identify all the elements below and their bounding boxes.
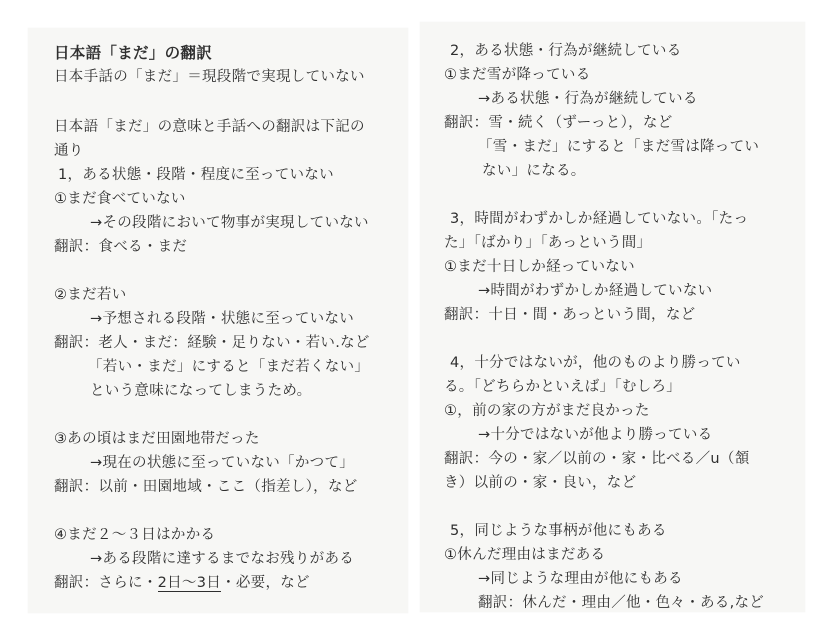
subtitle: 日本手話の「まだ」＝現段階で実現していない [54,69,365,85]
example-2-translation: 翻訳：老人・まだ：経験・足りない・若い.など [54,335,370,351]
section-5-translation: 翻訳：休んだ・理由／他・色々・ある,など [478,595,765,611]
intro-line-2: 通り [54,143,84,159]
section-4-translation-1: 翻訳：今の・家／以前の・家・比べる／u（頷 [444,451,750,467]
intro-line-1: 日本語「まだ」の意味と手話への翻訳は下記の [54,119,365,135]
example-4-meaning: →ある段階に達するまでなお残りがある [90,551,355,567]
right-page [420,22,805,612]
example-4-translation-suffix: ・必要，など [221,575,310,591]
example-3: ③あの頃はまだ田園地帯だった [54,431,260,447]
example-2-note-1: 「若い・まだ」にすると「まだ若くない」 [88,359,370,375]
section-1-meaning: →その段階において物事が実現していない [90,215,369,231]
section-4-example: ①，前の家の方がまだ良かった [444,403,650,419]
example-4-translation-underlined: 2日～3日 [157,575,222,591]
section-4-heading-1: 4，十分ではないが，他のものより勝ってい [450,355,741,371]
section-2-note-2: ない」になる。 [482,163,586,179]
section-2-note-1: 「雪・まだ」にすると「まだ雪は降ってい [478,139,760,155]
section-5-meaning: →同じような理由が他にもある [478,571,683,587]
example-2-meaning: →予想される段階・状態に至っていない [90,311,355,327]
section-5-heading: 5，同じような事柄が他にもある [450,523,667,539]
section-2-example: ①まだ雪が降っている [444,67,591,83]
example-4-translation-prefix: 翻訳：さらに・ [54,575,158,591]
example-4: ④まだ２～３日はかかる [54,527,216,543]
section-3-example: ①まだ十日しか経っていない [444,259,635,275]
doc-title: 日本語「まだ」の翻訳 [54,44,213,62]
example-2-note-2: という意味になってしまうため。 [90,383,312,399]
example-2: ②まだ若い [54,287,127,303]
example-3-meaning: →現在の状態に至っていない「かつて」 [90,455,355,471]
section-3-translation: 翻訳：十日・間・あっという間，など [444,307,696,323]
section-4-translation-2: き）以前の・家・良い，など [444,475,637,491]
section-2-translation: 翻訳：雪・続く（ずーっと），など [444,115,673,131]
section-1-translation: 翻訳：食べる・まだ [54,239,188,255]
section-1-heading: 1，ある状態・段階・程度に至っていない [58,167,334,183]
section-1-example: ①まだ食べていない [54,191,186,207]
section-5-example: ①休んだ理由はまだある [444,547,606,563]
section-4-heading-2: る。「どちらかといえば」「むしろ」 [444,379,682,395]
example-3-translation: 翻訳：以前・田園地域・ここ（指差し），など [54,479,358,495]
section-3-heading-2: た」「ばかり」「あっという間」 [444,235,652,251]
section-3-meaning: →時間がわずかしか経過していない [478,283,713,299]
section-3-heading-1: 3，時間がわずかしか経過していない。「たっ [450,211,749,227]
section-2-meaning: →ある状態・行為が継続している [478,91,698,107]
left-page [28,28,408,613]
section-4-meaning: →十分ではないが他より勝っている [478,427,713,443]
example-4-translation [54,574,310,592]
section-2-heading: 2，ある状態・行為が継続している [450,43,682,59]
